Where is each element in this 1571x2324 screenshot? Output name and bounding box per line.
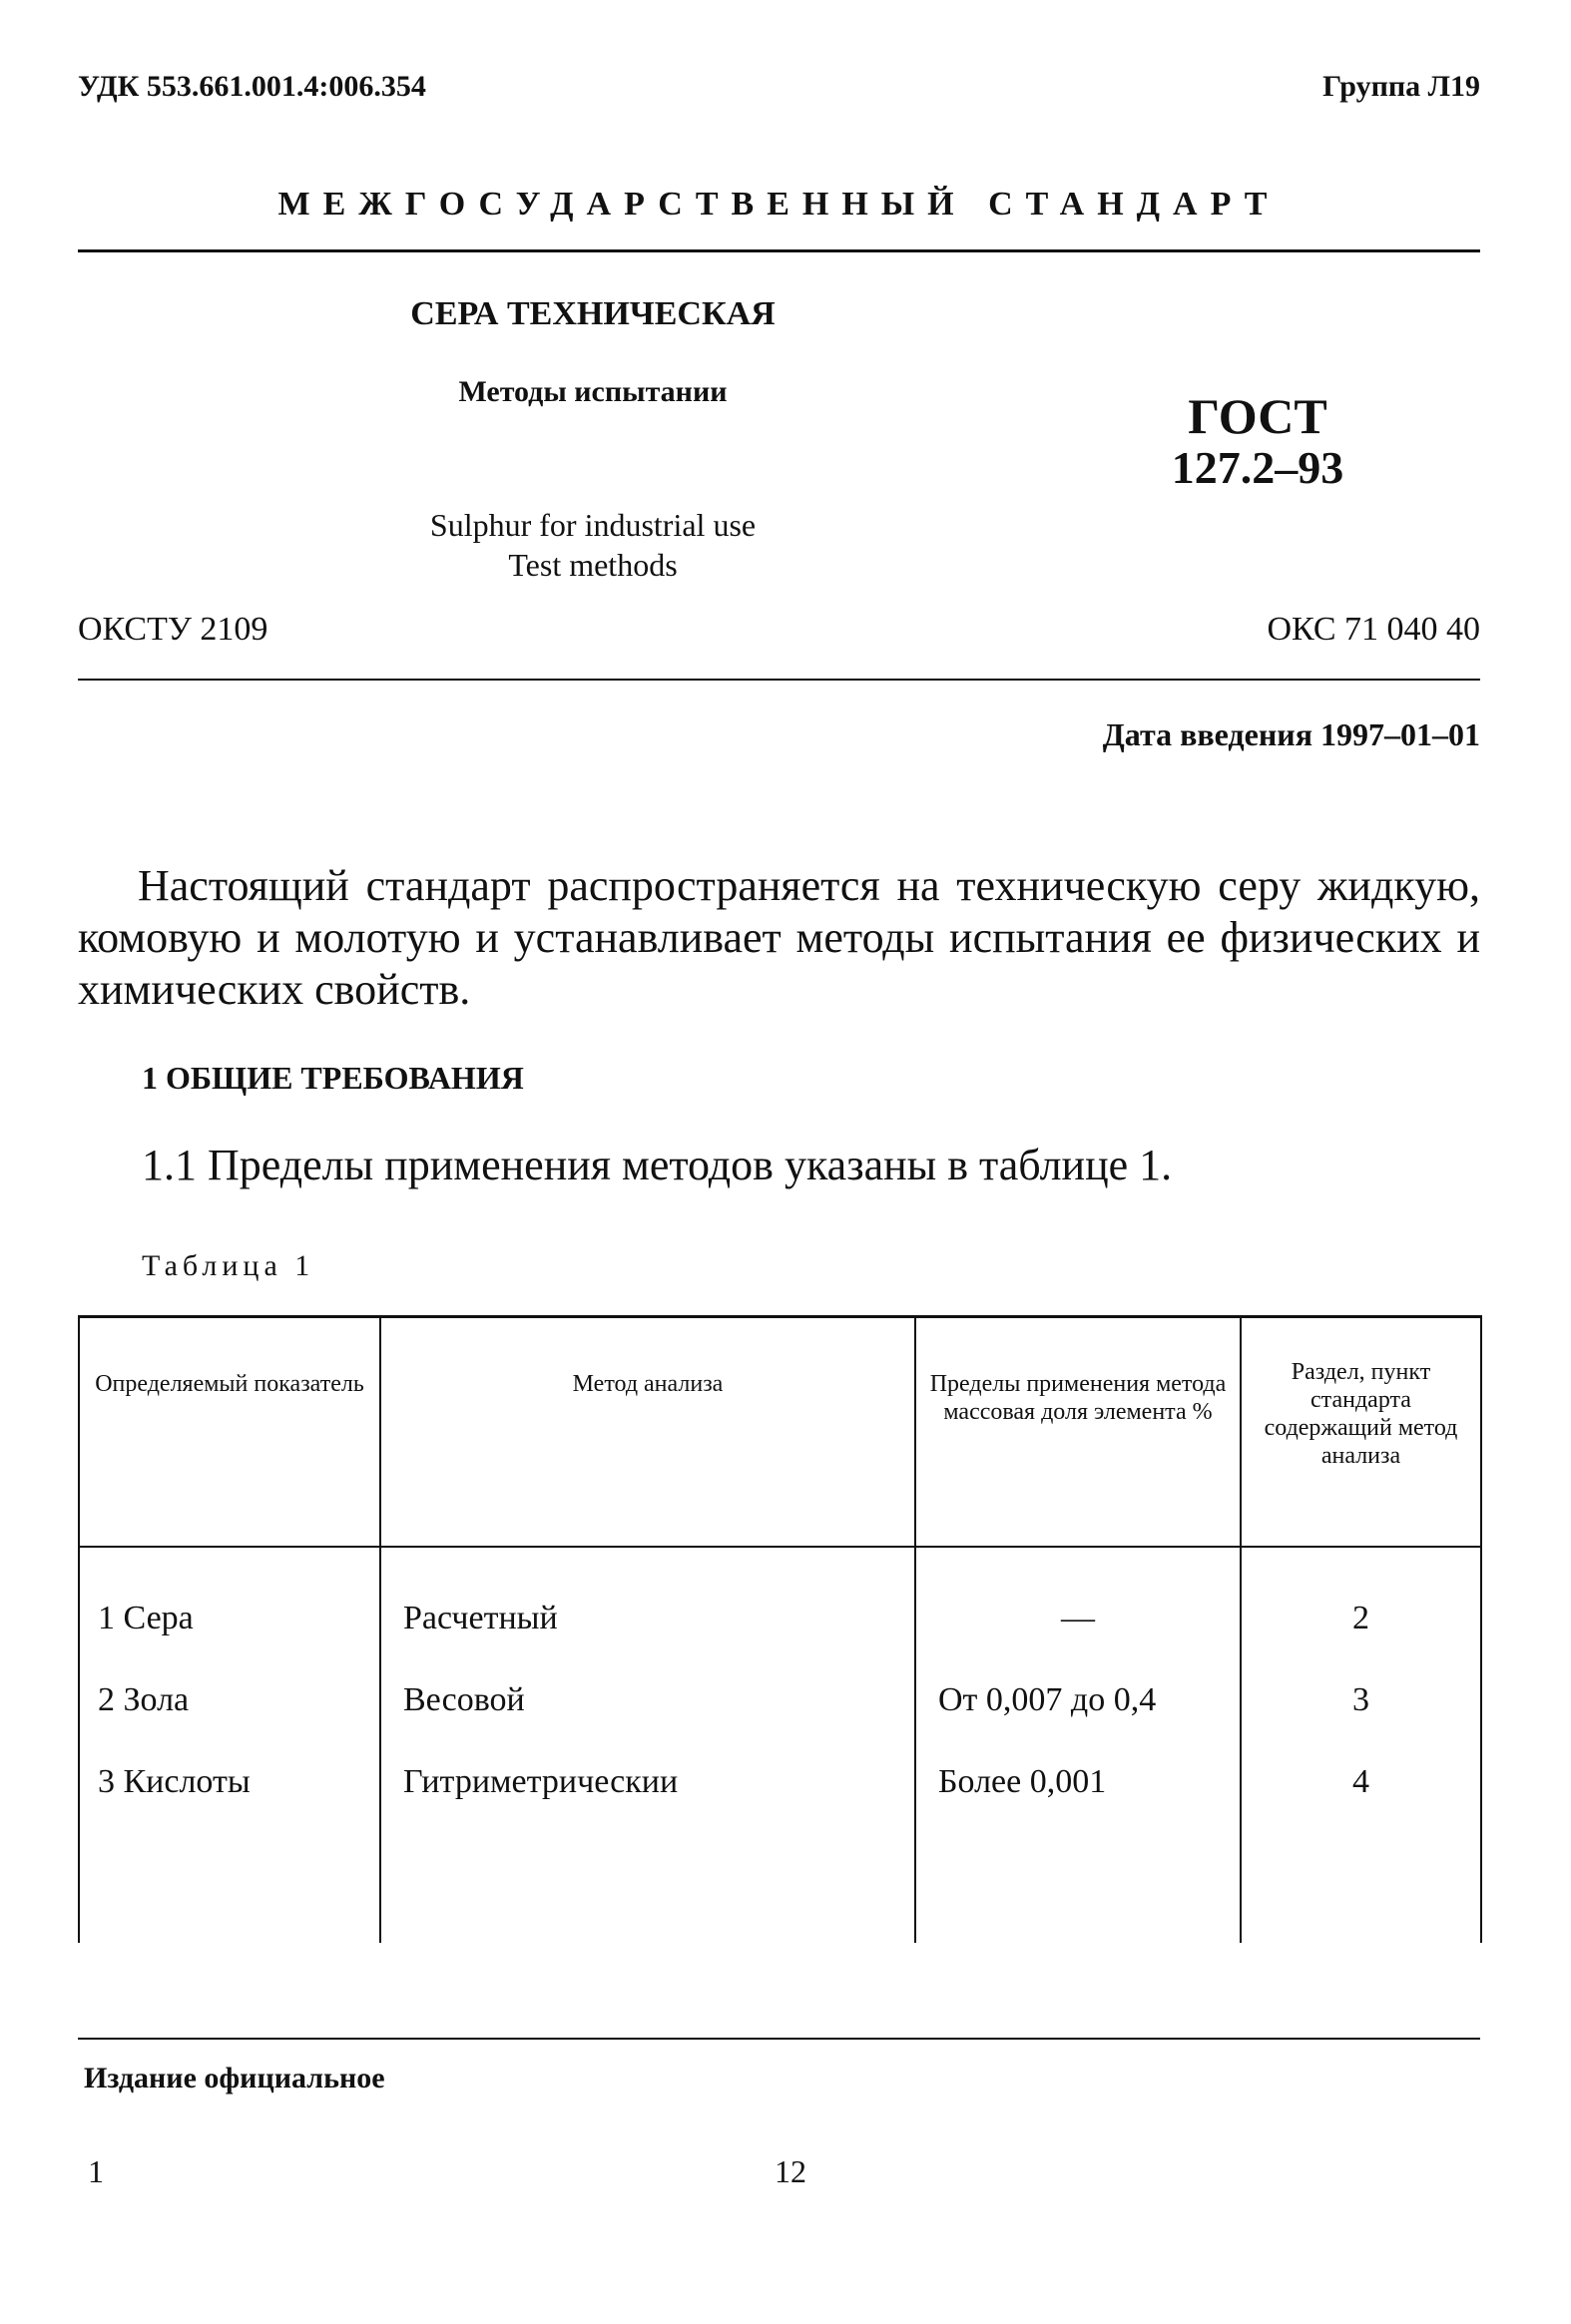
codes-rule [78,679,1480,681]
col-header-indicator: Определяемый показатель [79,1317,380,1548]
gost-number: 127.2–93 [1171,442,1344,493]
table-row [79,1741,1481,1823]
cell-limits: От 0,007 до 0,4 [915,1659,1241,1741]
empty-cell [1241,1823,1481,1943]
udk-code: УДК 553.661.001.4:006.354 [78,70,426,103]
table-1-caption: Таблица 1 [142,1249,315,1282]
table-row [79,1547,1481,1659]
introduction-date: Дата введения 1997–01–01 [1102,716,1480,752]
cell-section: 3 [1241,1659,1481,1741]
header-rule [78,249,1480,252]
col-header-method: Метод анализа [380,1317,915,1548]
table-1 [78,1315,1482,1943]
col-header-section: Раздел, пункт стандарта содержащий метод анализа [1241,1317,1481,1548]
cell-limits: Более 0,001 [915,1741,1241,1823]
section-1-heading: 1 ОБЩИЕ ТРЕБОВАНИЯ [142,1060,524,1096]
cell-method: Гитриметрическии [380,1741,915,1823]
page-number: 12 [775,2153,806,2189]
cell-section: 4 [1241,1741,1481,1823]
cell-method: Весовой [380,1659,915,1741]
scope-paragraph: Настоящий стандарт распространяется на техническую серу жидкую, комовую и молотую и устанавливает методы испытания ее физических и химических свойств. [78,861,1480,1014]
table-header-row [79,1317,1481,1548]
official-edition-label: Издание официальное [84,2062,385,2094]
document-title: СЕРА ТЕХНИЧЕСКАЯ [410,295,776,332]
empty-cell [915,1823,1241,1943]
table-spacer-row [79,1823,1481,1943]
cell-limits: — [915,1547,1241,1659]
cell-indicator: 2 Зола [79,1659,380,1741]
footer-rule [78,2038,1480,2040]
english-title-line2: Test methods [508,547,678,583]
english-title-line1: Sulphur for industrial use [429,507,757,543]
oks-code: ОКС 71 040 40 [1267,611,1480,648]
cell-method: Расчетный [380,1547,915,1659]
standard-type-heading: МЕЖГОСУДАРСТВЕННЫЙ СТАНДАРТ [277,186,1281,223]
table-row [79,1659,1481,1741]
col-header-limits: Пределы применения метода массовая доля элемента % [915,1317,1241,1548]
cell-indicator: 1 Сера [79,1547,380,1659]
footer-left-number: 1 [88,2153,104,2189]
gost-label: ГОСТ [1188,388,1327,444]
okstu-code: ОКСТУ 2109 [78,611,268,648]
group-code: Группа Л19 [1322,70,1480,103]
empty-cell [79,1823,380,1943]
empty-cell [380,1823,915,1943]
cell-indicator: 3 Кислоты [79,1741,380,1823]
cell-section: 2 [1241,1547,1481,1659]
clause-1-1: 1.1 Пределы применения методов указаны в таблице 1. [142,1141,1173,1189]
document-subtitle: Методы испытании [458,375,728,408]
